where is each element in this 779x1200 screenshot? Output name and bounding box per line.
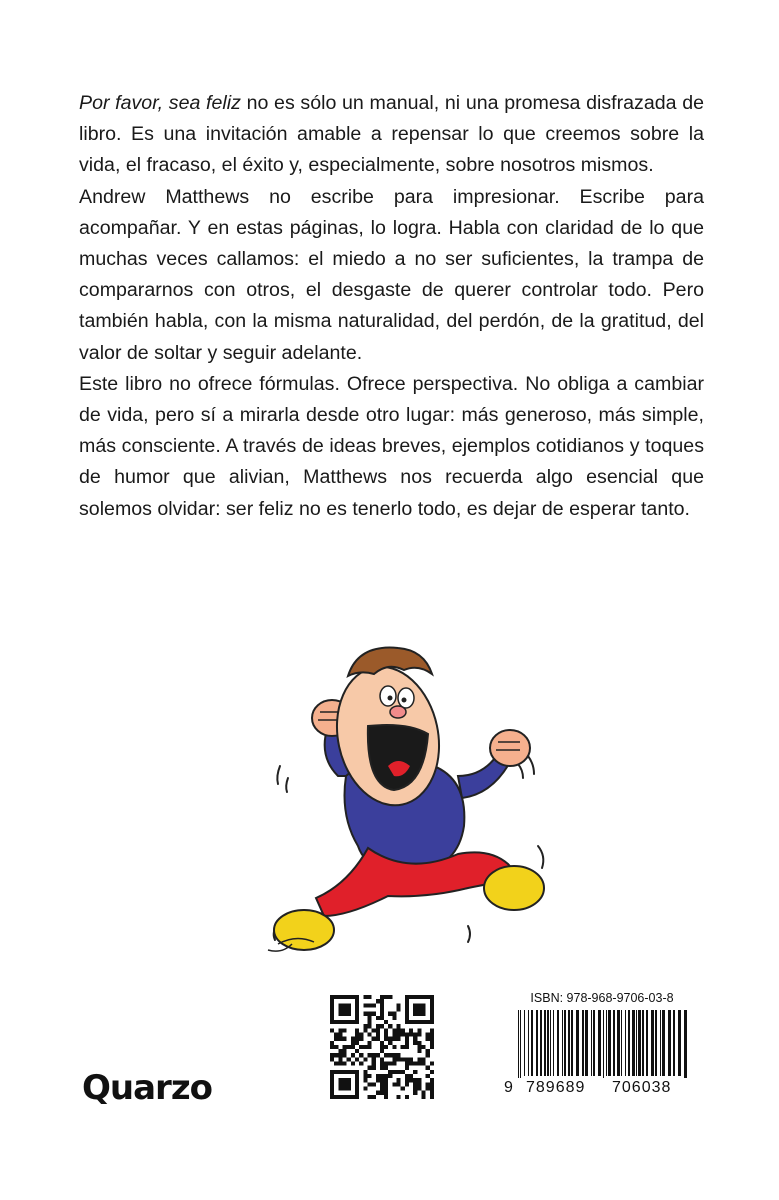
barcode-digit-first: 9 [504, 1079, 513, 1096]
back-cover-blurb [79, 88, 704, 525]
blurb-paragraph-1 [79, 88, 704, 182]
qr-code[interactable] [330, 995, 434, 1099]
blurb-paragraph-3: Este libro no ofrece fórmulas. Ofrece perspectiva. No obliga a cambiar de vida, pero sí a mirarla desde otro lugar: más generoso, más simple, más consciente. A través de ideas breves, ejemplos cotidianos y toques de humor que alivian, Matthews nos recuerda algo esencial que solemos olvidar: ser feliz no es tenerlo todo, es dejar de esperar tanto. [79, 372, 704, 520]
jumping-boy-illustration [228, 626, 562, 992]
barcode-digits-right: 706038 [612, 1079, 672, 1096]
isbn-barcode-block [504, 991, 696, 1101]
book-title-italic: Por favor, sea feliz [79, 92, 241, 114]
blurb-p1-text: no es sólo un manual, ni una promesa disfrazada de libro. Es una invitación amable a repensar lo que creemos sobre la vida, el fracaso, el éxito y, especialmente, sobre nosotros mismos. [79, 92, 704, 177]
isbn-label: ISBN: 978-968-9706-03-8 [530, 991, 674, 1005]
quarzo-logo: Quarzo [82, 1068, 212, 1108]
isbn-barcode [516, 1010, 692, 1078]
blurb-paragraph-2: Andrew Matthews no escribe para impresionar. Escribe para acompañar. Y en estas páginas, lo logra. Habla con claridad de lo que muchas veces callamos: el miedo a no ser suficientes, la trampa de compararnos con otros, el desgaste de querer controlar todo. Pero también habla, con la misma naturalidad, del perdón, de la gratitud, del valor de soltar y seguir adelante. [79, 185, 704, 364]
barcode-digits-left: 789689 [526, 1079, 586, 1096]
